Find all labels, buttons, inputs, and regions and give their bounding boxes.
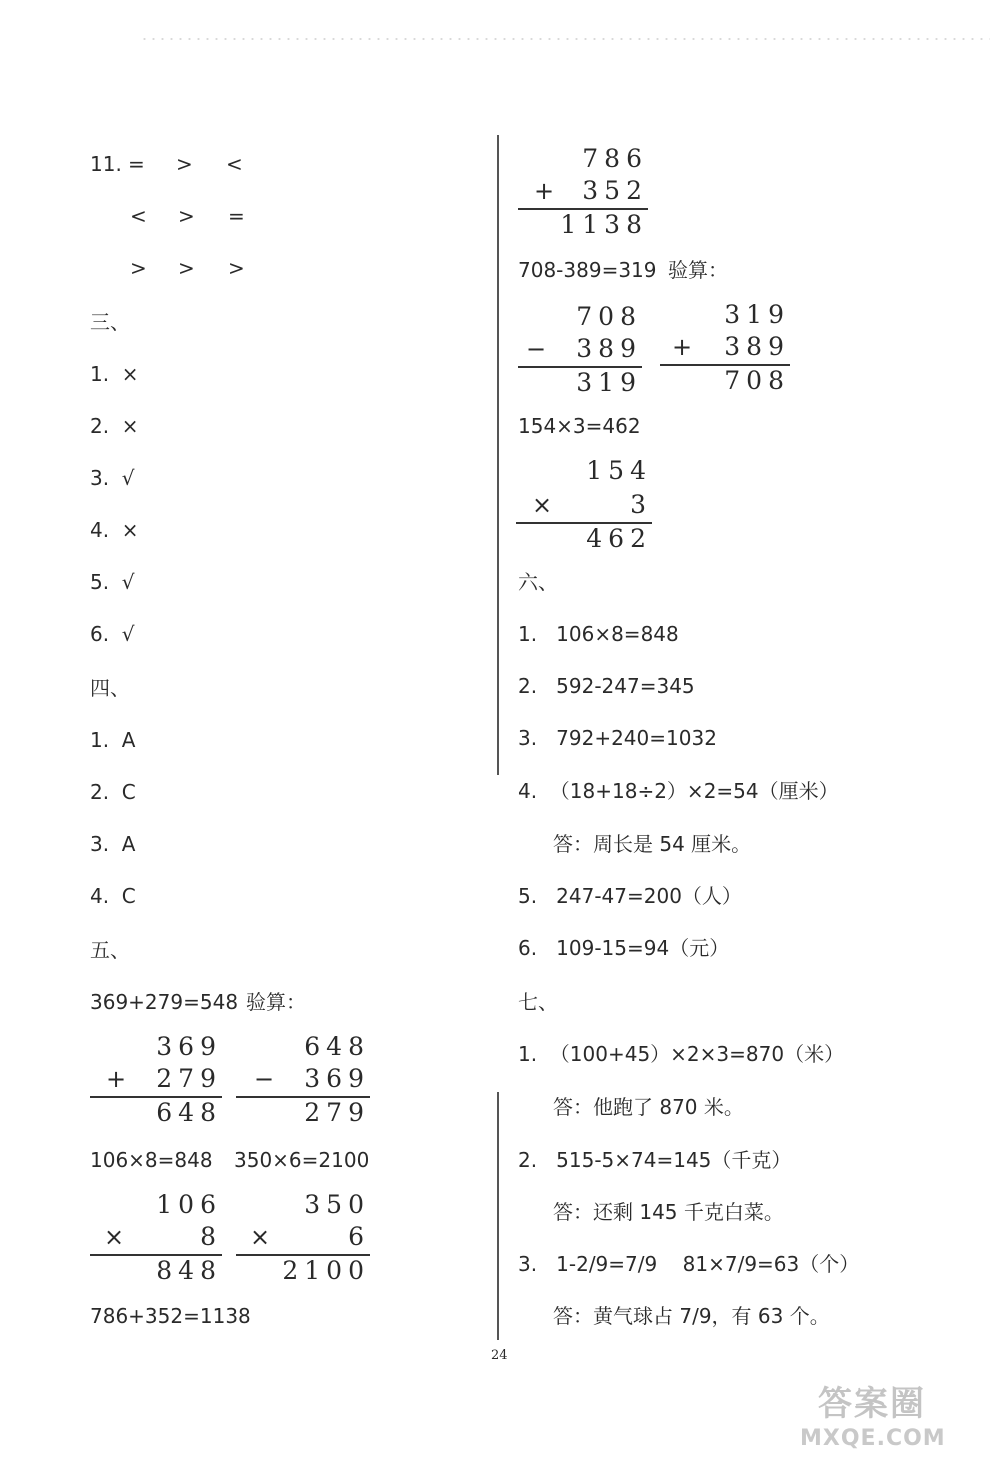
answer-item: 1. A (90, 728, 136, 752)
answer-item: 3. A (90, 832, 136, 856)
equation: 369+279=548 (90, 990, 239, 1014)
calc-result: 848 (156, 1256, 222, 1285)
calc-operand: 369 (304, 1064, 370, 1093)
calc-operator: × (104, 1223, 125, 1251)
equation: 154×3=462 (518, 414, 641, 438)
section-heading: 七、 (518, 990, 558, 1014)
calc-operand: 648 (304, 1032, 370, 1061)
site-domain: MXQE.COM (800, 1426, 946, 1451)
answer-item: 2. C (90, 780, 136, 804)
q11-sym: > (228, 256, 245, 280)
calc-result: 462 (586, 524, 652, 553)
answer-item: 1. × (90, 362, 139, 386)
answer-item: 3. √ (90, 466, 135, 490)
answer-item: 2. × (90, 414, 139, 438)
q11-sym: = (128, 152, 145, 176)
calc-operator: − (254, 1065, 275, 1093)
calc-operand: 389 (576, 334, 642, 363)
page-number: 24 (491, 1348, 508, 1363)
answer-item: 2. 592-247=345 (518, 674, 695, 698)
section-heading: 三、 (90, 310, 130, 334)
q11-sym: = (228, 204, 245, 228)
equation: 350×6=2100 (234, 1148, 370, 1172)
section-heading: 四、 (90, 676, 130, 700)
answer-item: 5. 247-47=200（人） (518, 884, 742, 908)
calc-operand: 786 (582, 144, 648, 173)
q11-sym: > (178, 256, 195, 280)
answer-text: 答：他跑了 870 米。 (553, 1095, 744, 1119)
column-divider (497, 1092, 499, 1340)
equation: 106×8=848 (90, 1148, 213, 1172)
calc-operand: 3 (630, 490, 652, 519)
calc-result: 1138 (560, 210, 648, 239)
equation: 786+352=1138 (90, 1304, 251, 1328)
check-label: 验算： (246, 990, 306, 1014)
calc-operand: 369 (156, 1032, 222, 1061)
calc-operator: + (106, 1065, 127, 1093)
calc-operand: 389 (724, 332, 790, 361)
answer-item: 6. √ (90, 622, 135, 646)
answer-text: 答：黄气球占 7/9，有 63 个。 (553, 1304, 830, 1328)
calc-operator: × (250, 1223, 271, 1251)
answer-item: 4. × (90, 518, 139, 542)
calc-operand: 319 (724, 300, 790, 329)
answer-item: 1. 106×8=848 (518, 622, 679, 646)
answer-item: 3. 1-2/9=7/9 81×7/9=63（个） (518, 1252, 860, 1276)
section-heading: 五、 (90, 938, 130, 962)
answer-item: 5. √ (90, 570, 135, 594)
answer-item: 1. （100+45）×2×3=870（米） (518, 1042, 845, 1066)
calc-result: 708 (724, 366, 790, 395)
check-label: 验算： (668, 258, 728, 282)
q11-sym: > (178, 204, 195, 228)
answer-text: 答：周长是 54 厘米。 (553, 832, 752, 856)
section-heading: 六、 (518, 570, 558, 594)
q11-label: 11. (90, 152, 122, 176)
answer-item: 4. （18+18÷2）×2=54（厘米） (518, 779, 839, 803)
calc-operand: 279 (156, 1064, 222, 1093)
q11-sym: > (176, 152, 193, 176)
calc-result: 648 (156, 1098, 222, 1127)
calc-operand: 708 (576, 302, 642, 331)
answer-item: 6. 109-15=94（元） (518, 936, 730, 960)
top-noise (140, 36, 990, 42)
answer-item: 4. C (90, 884, 136, 908)
calc-operand: 8 (200, 1222, 222, 1251)
calc-result: 2100 (282, 1256, 370, 1285)
calc-result: 279 (304, 1098, 370, 1127)
calc-operand: 106 (156, 1190, 222, 1219)
site-logo: 答案圈 (818, 1384, 926, 1424)
calc-operator: + (534, 177, 555, 205)
answer-item: 2. 515-5×74=145（千克） (518, 1148, 792, 1172)
calc-operand: 6 (348, 1222, 370, 1251)
calc-operand: 352 (582, 176, 648, 205)
q11-sym: < (130, 204, 147, 228)
calc-operator: − (526, 335, 547, 363)
q11-sym: > (130, 256, 147, 280)
calc-operator: × (532, 491, 553, 519)
q11-sym: < (226, 152, 243, 176)
calc-result: 319 (576, 368, 642, 397)
calc-operand: 350 (304, 1190, 370, 1219)
column-divider (497, 135, 499, 775)
equation: 708-389=319 (518, 258, 657, 282)
answer-text: 答：还剩 145 千克白菜。 (553, 1200, 784, 1224)
calc-operator: + (672, 333, 693, 361)
answer-item: 3. 792+240=1032 (518, 726, 717, 750)
calc-operand: 154 (586, 456, 652, 485)
